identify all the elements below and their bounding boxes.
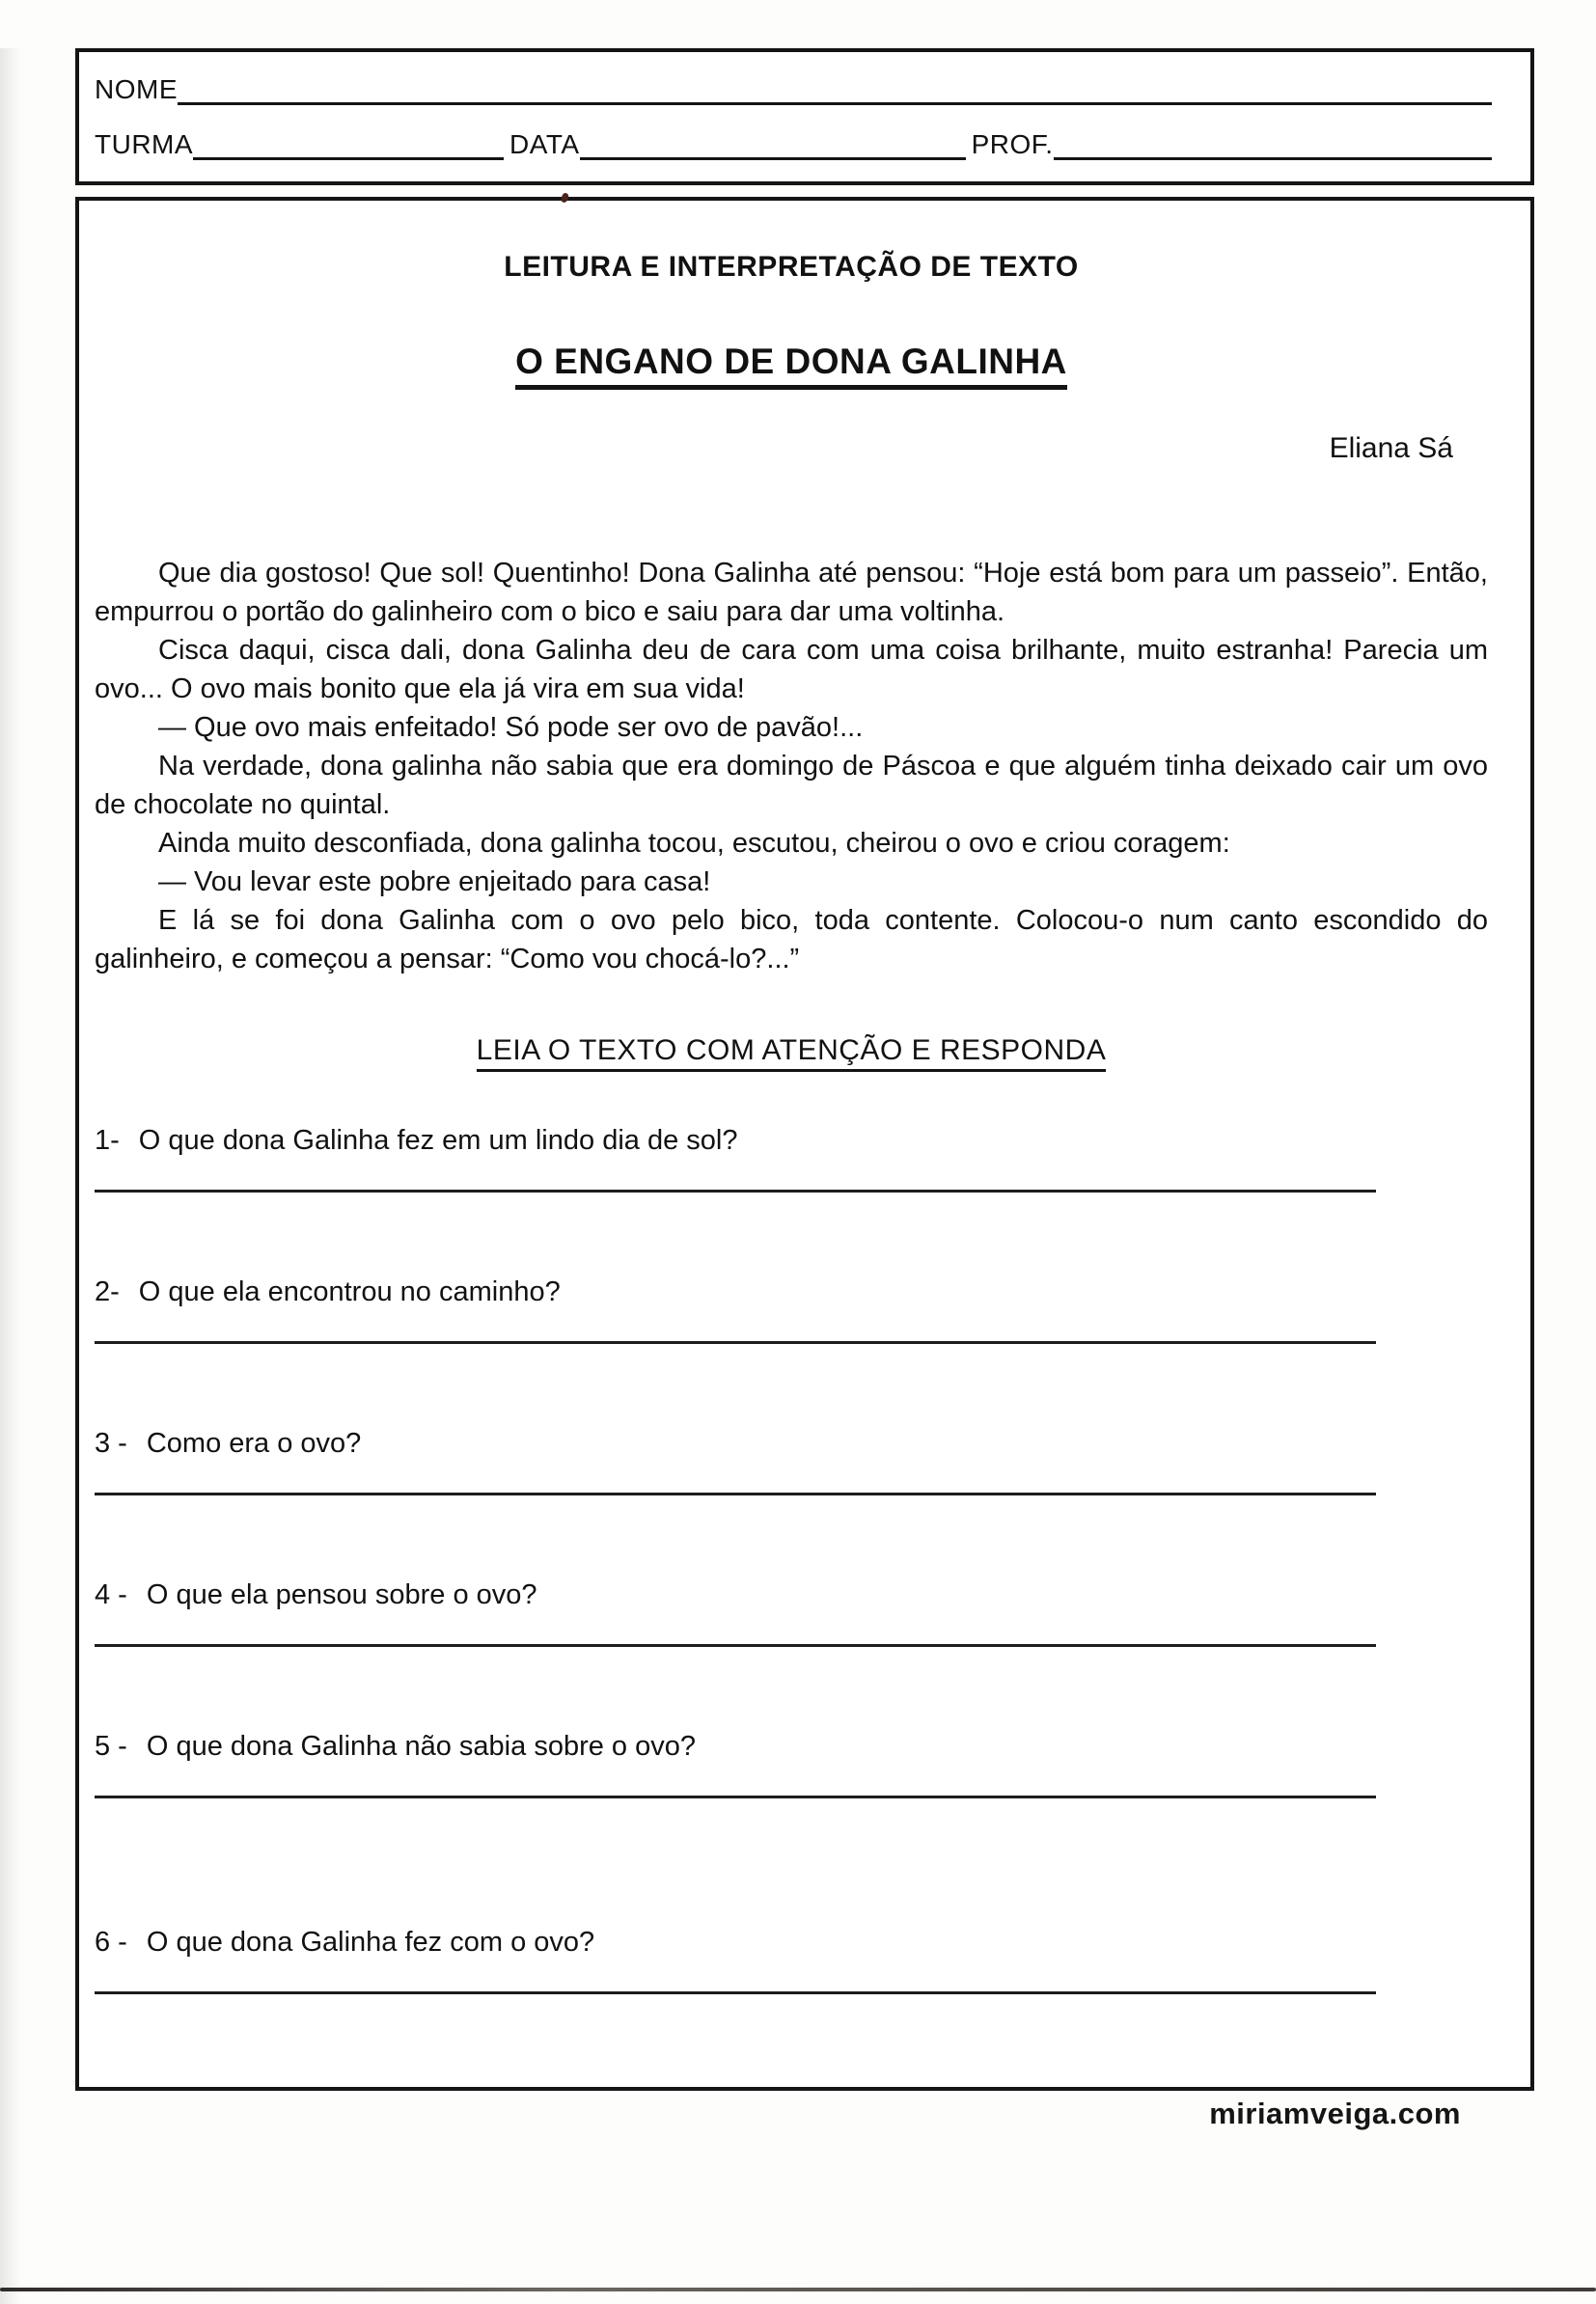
data-label: DATA <box>509 128 580 159</box>
question-1-text: O que dona Galinha fez em um lindo dia de sol? <box>138 1124 738 1156</box>
prof-label: PROF. <box>971 128 1054 159</box>
questions-section <box>95 1124 1488 1994</box>
question-6 <box>95 1926 1488 1994</box>
question-3-number: 3 - <box>95 1427 127 1459</box>
turma-data-prof-row <box>95 130 1492 160</box>
instructions-heading <box>95 1034 1488 1072</box>
worksheet-body <box>75 197 1534 2091</box>
section-title: LEITURA E INTERPRETAÇÃO DE TEXTO <box>504 250 1079 283</box>
story-paragraph-4: Na verdade, dona galinha não sabia que era domingo de Páscoa e que alguém tinha deixado cair um ovo de chocolate no quintal. <box>95 750 1488 820</box>
question-2 <box>95 1275 1488 1344</box>
data-input-line <box>580 148 966 160</box>
question-5 <box>95 1730 1488 1798</box>
answer-line-1 <box>95 1188 1376 1193</box>
website-credit: miriamveiga.com <box>1209 2096 1461 2130</box>
question-4-text: O que ela pensou sobre o ovo? <box>146 1578 537 1610</box>
instructions-text: LEIA O TEXTO COM ATENÇÃO E RESPONDA <box>477 1034 1107 1072</box>
question-6-number: 6 - <box>95 1926 127 1958</box>
turma-label: TURMA <box>95 128 194 159</box>
turma-input-line <box>193 148 504 160</box>
question-5-number: 5 - <box>95 1730 127 1762</box>
story-paragraph-1: Que dia gostoso! Que sol! Quentinho! Dona Galinha até pensou: “Hoje está bom para um passeio”. Então, empurrou o portão do galinheiro com o bico e saiu para dar uma voltinha. <box>95 557 1488 627</box>
story-title <box>95 342 1488 390</box>
story-paragraph-2: Cisca daqui, cisca dali, dona Galinha deu de cara com uma coisa brilhante, muito estranha! Parecia um ovo... O ovo mais bonito que ela já vira em sua vida! <box>95 634 1488 704</box>
nome-input-line <box>178 93 1492 105</box>
answer-line-4 <box>95 1642 1376 1647</box>
author-name: Eliana Sá <box>1329 431 1453 464</box>
story-title-text: O ENGANO DE DONA GALINHA <box>515 342 1067 390</box>
question-4-number: 4 - <box>95 1578 127 1610</box>
story-paragraph-3: — Que ovo mais enfeitado! Só pode ser ovo de pavão!... <box>158 711 864 743</box>
nome-field-row <box>95 75 1492 105</box>
question-2-text: O que ela encontrou no caminho? <box>138 1275 561 1307</box>
question-5-text: O que dona Galinha não sabia sobre o ovo? <box>146 1730 696 1762</box>
question-1 <box>95 1124 1488 1193</box>
prof-input-line <box>1054 148 1492 160</box>
story-paragraph-6: — Vou levar este pobre enjeitado para casa! <box>158 865 711 897</box>
story-text <box>95 554 1488 978</box>
question-3 <box>95 1427 1488 1495</box>
student-info-box <box>75 48 1534 185</box>
scan-artifact-line <box>0 2288 1596 2291</box>
story-paragraph-7: E lá se foi dona Galinha com o ovo pelo bico, toda contente. Colocou-o num canto escondido do galinheiro, e começou a pensar: “Como vou chocá-lo?...” <box>95 904 1488 974</box>
question-1-number: 1- <box>95 1124 120 1156</box>
answer-line-3 <box>95 1491 1376 1495</box>
answer-line-2 <box>95 1339 1376 1344</box>
scan-edge-shading <box>0 48 21 2304</box>
story-paragraph-5: Ainda muito desconfiada, dona galinha tocou, escutou, cheirou o ovo e criou coragem: <box>158 827 1230 859</box>
answer-line-5 <box>95 1794 1376 1798</box>
question-3-text: Como era o ovo? <box>146 1427 362 1459</box>
question-4 <box>95 1578 1488 1647</box>
question-2-number: 2- <box>95 1275 120 1307</box>
nome-label: NOME <box>95 74 178 104</box>
answer-line-6 <box>95 1989 1376 1994</box>
question-6-text: O que dona Galinha fez com o ovo? <box>146 1926 595 1958</box>
